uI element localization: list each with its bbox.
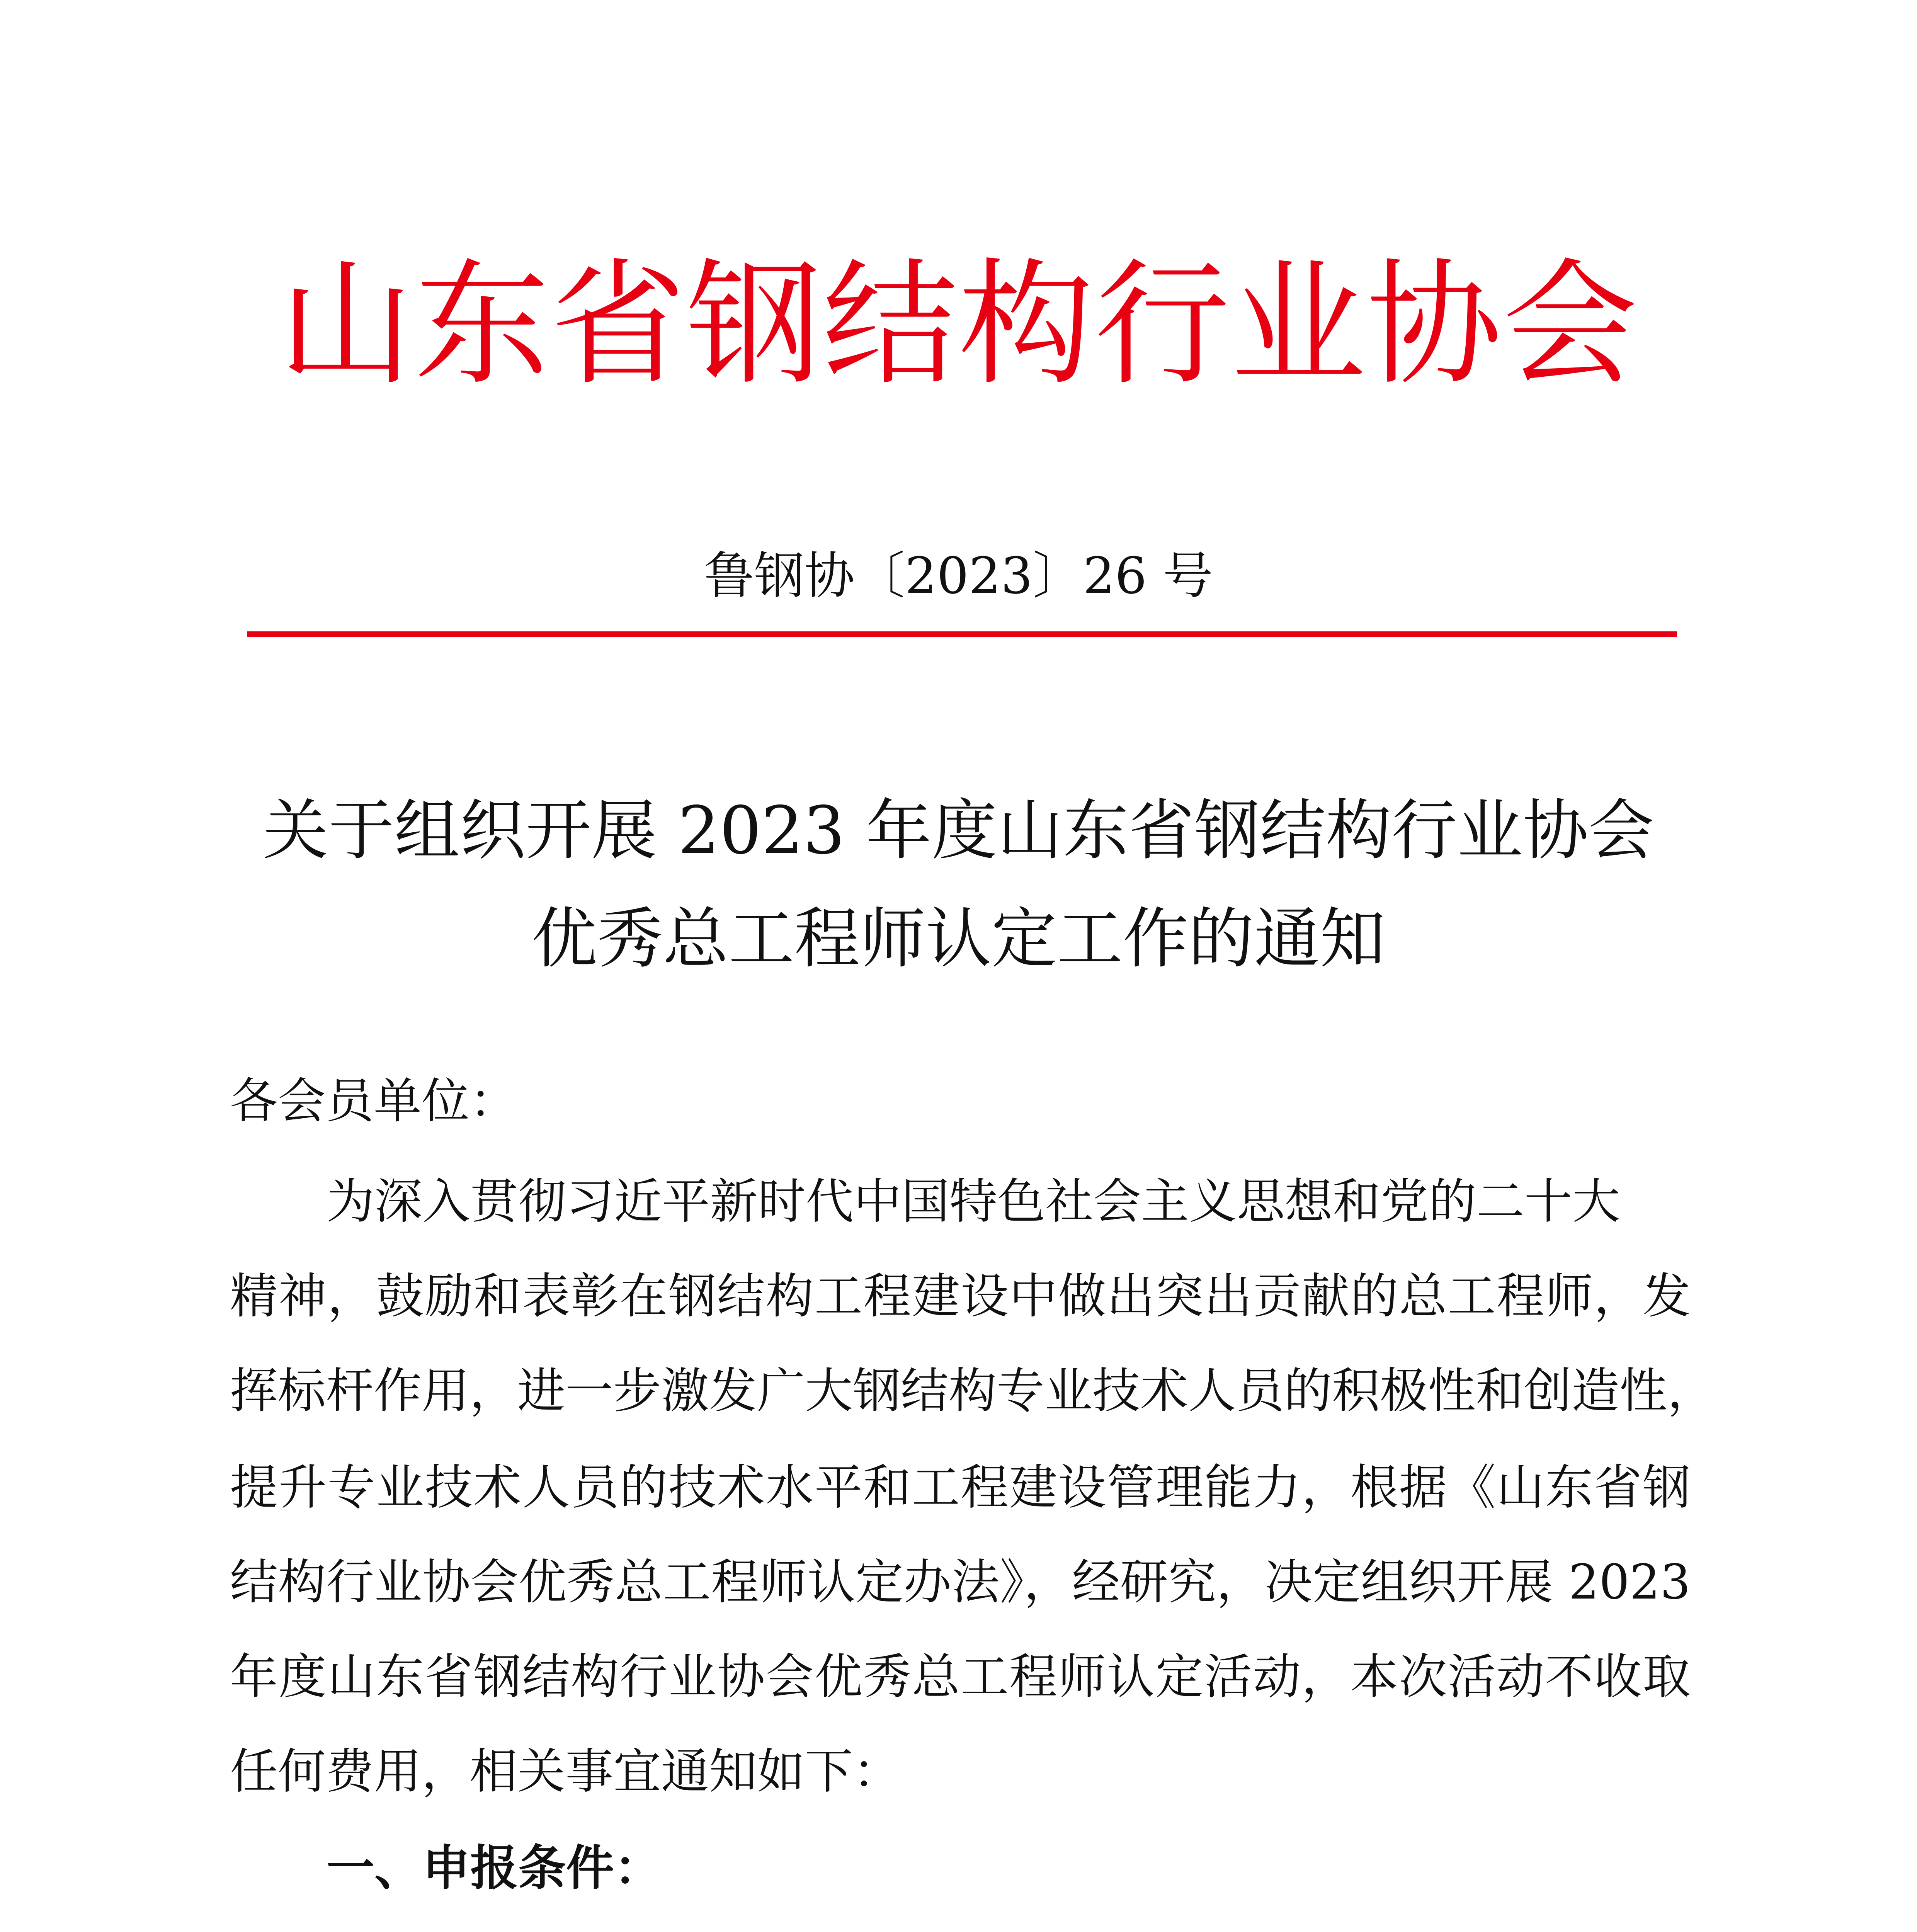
intro-line: 年度山东省钢结构行业协会优秀总工程师认定活动，本次活动不收取 xyxy=(230,1649,1691,1705)
red-divider-rule xyxy=(247,631,1677,637)
intro-line: 为深入贯彻习近平新时代中国特色社会主义思想和党的二十大 xyxy=(327,1174,1621,1230)
intro-line: 提升专业技术人员的技术水平和工程建设管理能力，根据《山东省钢 xyxy=(230,1460,1691,1515)
salutation: 各会员单位： xyxy=(230,1073,518,1129)
intro-line: 精神，鼓励和表彰在钢结构工程建设中做出突出贡献的总工程师，发 xyxy=(230,1269,1691,1324)
intro-line: 挥标杆作用，进一步激发广大钢结构专业技术人员的积极性和创造性， xyxy=(230,1363,1716,1419)
document-number: 鲁钢协〔2023〕26 号 xyxy=(704,546,1213,605)
section-heading-application-conditions: 一、申报条件： xyxy=(327,1840,662,1896)
section1-paragraph-line xyxy=(327,1928,1716,1932)
intro-line: 结构行业协会优秀总工程师认定办法》，经研究，决定组织开展 2023 xyxy=(230,1554,1691,1610)
notice-title-line-1: 关于组织开展 2023 年度山东省钢结构行业协会 xyxy=(263,793,1654,869)
organization-header-title: 山东省钢结构行业协会 xyxy=(278,246,1639,403)
notice-title-line-2: 优秀总工程师认定工作的通知 xyxy=(531,901,1386,977)
intro-line: 任何费用，相关事宜通知如下： xyxy=(230,1744,901,1799)
